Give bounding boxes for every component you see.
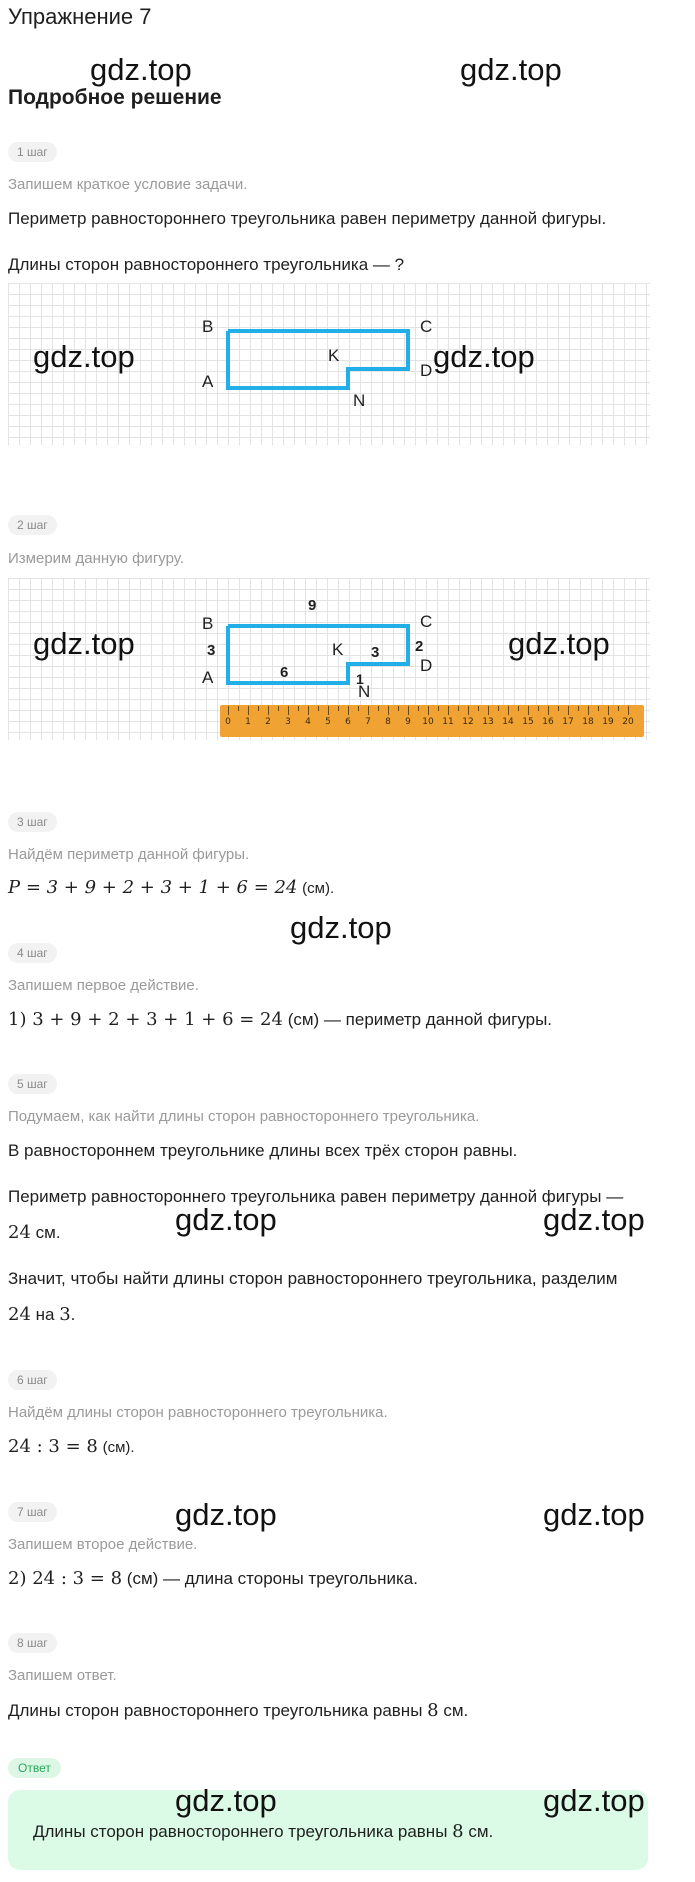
ruler-minor-tick xyxy=(278,706,279,711)
vertex-label: D xyxy=(420,361,433,380)
ruler-minor-tick xyxy=(298,706,299,711)
step-text xyxy=(8,1699,678,1723)
ruler-tick xyxy=(568,706,569,715)
ruler-tick xyxy=(548,706,549,715)
ruler-tick xyxy=(408,706,409,715)
ruler-number: 5 xyxy=(325,717,331,727)
ruler-number: 15 xyxy=(522,717,534,727)
ruler-minor-tick xyxy=(578,706,579,711)
step-hint: Запишем второе действие. xyxy=(8,1536,198,1553)
number: 8 xyxy=(427,1700,439,1721)
ruler-minor-tick xyxy=(438,706,439,711)
step-badge: 4 шаг xyxy=(8,943,57,963)
answer-sentence: Длины сторон равностороннего треугольника равны xyxy=(8,1701,423,1720)
length-label: 2 xyxy=(415,638,424,655)
answer-sentence: Длины сторон равностороннего треугольника равны xyxy=(33,1822,448,1841)
ruler-minor-tick xyxy=(258,706,259,711)
watermark: gdz.top xyxy=(175,1497,277,1532)
step-text: Значит, чтобы найти длины сторон равностороннего треугольника, разделим xyxy=(8,1269,618,1288)
ruler-minor-tick xyxy=(378,706,379,711)
ruler-tick xyxy=(488,706,489,715)
ruler-number: 17 xyxy=(562,717,574,727)
step-badge: 7 шаг xyxy=(8,1502,57,1522)
watermark: gdz.top xyxy=(543,1202,645,1237)
step-badge: 3 шаг xyxy=(8,812,57,832)
ruler-tick xyxy=(248,706,249,715)
watermark: gdz.top xyxy=(33,626,135,661)
ruler-tick xyxy=(368,706,369,715)
ruler-number: 14 xyxy=(502,717,514,727)
vertex-label: A xyxy=(202,668,214,687)
figure-shape xyxy=(228,331,408,388)
number: 24 xyxy=(8,1222,31,1243)
step-formula xyxy=(8,1008,678,1032)
ruler-tick xyxy=(588,706,589,715)
ruler-tick xyxy=(468,706,469,715)
ruler-minor-tick xyxy=(598,706,599,711)
ruler-number: 11 xyxy=(442,717,454,727)
watermark: gdz.top xyxy=(290,910,392,945)
step-hint: Найдём длины сторон равностороннего треугольника. xyxy=(8,1404,388,1421)
step-formula xyxy=(8,1567,678,1591)
watermark: gdz.top xyxy=(175,1783,277,1818)
ruler-number: 16 xyxy=(542,717,554,727)
vertex-label: N xyxy=(353,391,366,410)
ruler-number: 10 xyxy=(422,717,434,727)
ruler-number: 8 xyxy=(385,717,391,727)
step-badge: 2 шаг xyxy=(8,515,57,535)
watermark: gdz.top xyxy=(460,52,562,87)
ruler-tick xyxy=(508,706,509,715)
ruler-number: 18 xyxy=(582,717,594,727)
step-badge: 6 шаг xyxy=(8,1370,57,1390)
formula: 24 : 3 = 8 xyxy=(8,1436,98,1457)
formula: 2) 24 : 3 = 8 xyxy=(8,1568,123,1589)
ruler-tick xyxy=(288,706,289,715)
ruler-tick xyxy=(528,706,529,715)
word: на xyxy=(35,1305,55,1324)
ruler-number: 19 xyxy=(602,717,614,727)
page-title: Упражнение 7 xyxy=(8,4,152,29)
ruler-minor-tick xyxy=(418,706,419,711)
vertex-label: K xyxy=(328,346,340,365)
formula-unit: (см). xyxy=(102,1439,135,1456)
step-formula xyxy=(8,1435,678,1460)
vertex-label: B xyxy=(202,614,214,633)
ruler-minor-tick xyxy=(498,706,499,711)
formula: P = 3 + 9 + 2 + 3 + 1 + 6 = 24 xyxy=(8,877,298,898)
vertex-label: K xyxy=(332,640,344,659)
vertex-label: D xyxy=(420,656,433,675)
ruler-number: 3 xyxy=(285,717,291,727)
watermark: gdz.top xyxy=(543,1783,645,1818)
ruler-number: 1 xyxy=(245,717,251,727)
ruler-tick xyxy=(428,706,429,715)
step-hint: Запишем ответ. xyxy=(8,1667,117,1684)
ruler-number: 4 xyxy=(305,717,311,727)
length-label: 3 xyxy=(207,642,216,659)
ruler-tick xyxy=(448,706,449,715)
ruler-minor-tick xyxy=(238,706,239,711)
step-badge: 8 шаг xyxy=(8,1633,57,1653)
ruler-minor-tick xyxy=(538,706,539,711)
length-label: 1 xyxy=(356,671,364,687)
ruler-minor-tick xyxy=(458,706,459,711)
punct: . xyxy=(70,1305,76,1324)
step-hint: Измерим данную фигуру. xyxy=(8,550,184,567)
answer-badge: Ответ xyxy=(8,1758,61,1778)
ruler-number: 6 xyxy=(345,717,351,727)
section-title: Подробное решение xyxy=(8,86,222,109)
ruler-minor-tick xyxy=(518,706,519,711)
number: 3 xyxy=(59,1304,71,1325)
ruler-minor-tick xyxy=(338,706,339,711)
formula: 1) 3 + 9 + 2 + 3 + 1 + 6 = 24 xyxy=(8,1009,283,1030)
answer-text xyxy=(33,1821,493,1842)
ruler-tick xyxy=(608,706,609,715)
ruler-number: 12 xyxy=(462,717,474,727)
step-badge: 1 шаг xyxy=(8,142,57,162)
step-hint: Запишем краткое условие задачи. xyxy=(8,176,248,193)
length-label: 9 xyxy=(308,597,317,614)
step-text xyxy=(8,1303,678,1327)
number: 24 xyxy=(8,1304,31,1325)
vertex-label: C xyxy=(420,317,433,336)
figure-grid xyxy=(8,578,650,740)
ruler-tick xyxy=(328,706,329,715)
ruler-tick xyxy=(348,706,349,715)
unit: см. xyxy=(35,1223,61,1242)
unit: см. xyxy=(443,1701,469,1720)
step-text: Периметр равностороннего треугольника равен периметру данной фигуры. xyxy=(8,209,607,228)
number: 8 xyxy=(452,1821,464,1842)
watermark: gdz.top xyxy=(175,1202,277,1237)
ruler-minor-tick xyxy=(358,706,359,711)
step-text: Периметр равностороннего треугольника равен периметру данной фигуры — xyxy=(8,1187,624,1206)
length-label: 3 xyxy=(371,644,380,661)
vertex-label: B xyxy=(202,317,214,336)
ruler-tick xyxy=(228,706,229,715)
length-label: 6 xyxy=(280,664,289,681)
ruler-minor-tick xyxy=(478,706,479,711)
ruler-tick xyxy=(388,706,389,715)
watermark: gdz.top xyxy=(543,1497,645,1532)
unit: см. xyxy=(468,1822,494,1841)
ruler-minor-tick xyxy=(558,706,559,711)
watermark: gdz.top xyxy=(433,339,535,374)
ruler-scale xyxy=(8,578,650,740)
formula-tail: (см) — длина стороны треугольника. xyxy=(126,1569,418,1588)
ruler-minor-tick xyxy=(318,706,319,711)
watermark: gdz.top xyxy=(90,52,192,87)
ruler-number: 9 xyxy=(405,717,411,727)
step-text: Длины сторон равностороннего треугольника — ? xyxy=(8,255,405,274)
watermark: gdz.top xyxy=(508,626,610,661)
ruler-minor-tick xyxy=(398,706,399,711)
step-badge: 5 шаг xyxy=(8,1074,57,1094)
ruler-tick xyxy=(308,706,309,715)
ruler-number: 0 xyxy=(225,717,231,727)
vertex-label: N xyxy=(358,682,371,701)
ruler-number: 13 xyxy=(482,717,494,727)
formula-tail: (см) — периметр данной фигуры. xyxy=(287,1010,553,1029)
ruler-number: 2 xyxy=(265,717,271,727)
ruler-number: 20 xyxy=(622,717,634,727)
figure-grid xyxy=(8,283,650,445)
formula-unit: (см). xyxy=(302,880,335,897)
step-hint: Запишем первое действие. xyxy=(8,977,199,994)
ruler-tick xyxy=(268,706,269,715)
ruler-minor-tick xyxy=(618,706,619,711)
watermark: gdz.top xyxy=(33,339,135,374)
step-formula xyxy=(8,876,678,901)
vertex-label: A xyxy=(202,372,214,391)
ruler-tick xyxy=(628,706,629,715)
step-hint: Найдём периметр данной фигуры. xyxy=(8,846,250,863)
vertex-label: C xyxy=(420,612,433,631)
ruler-number: 7 xyxy=(365,717,371,727)
step-text: В равностороннем треугольнике длины всех трёх сторон равны. xyxy=(8,1141,518,1160)
step-hint: Подумаем, как найти длины сторон равностороннего треугольника. xyxy=(8,1108,480,1125)
